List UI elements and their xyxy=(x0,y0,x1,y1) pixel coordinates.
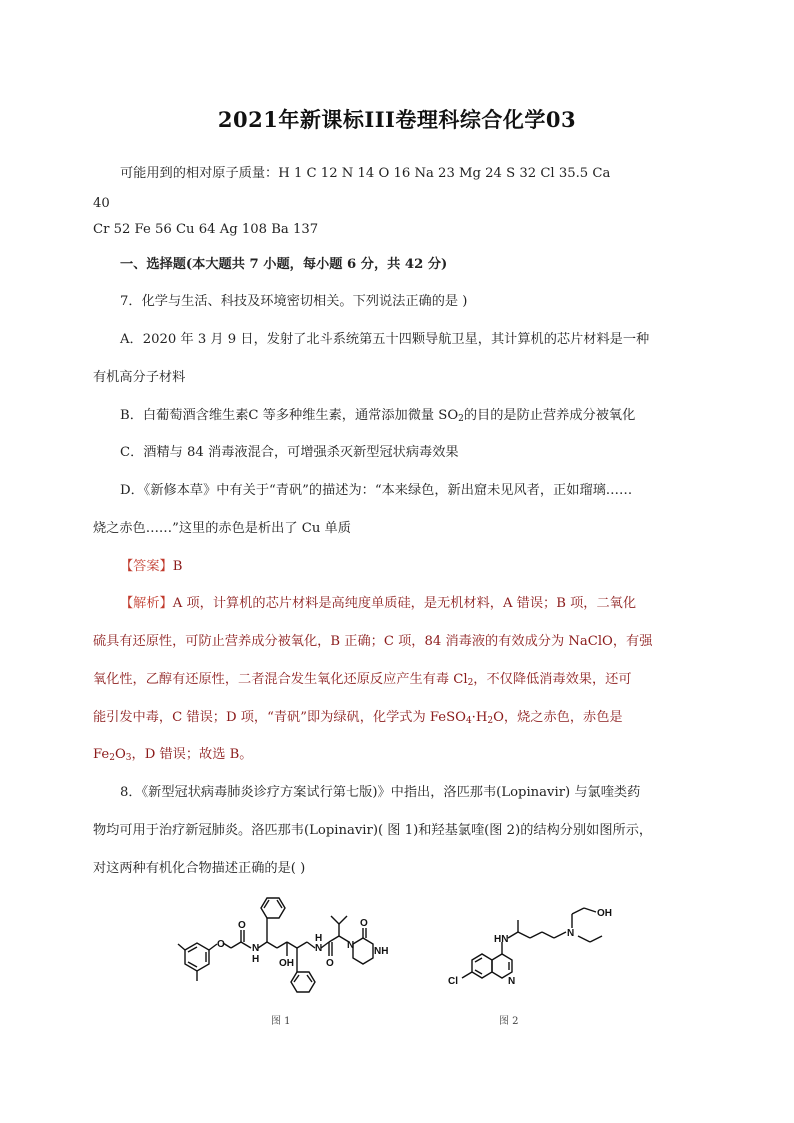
atom-label-o: O xyxy=(326,958,334,969)
answer-value: B xyxy=(172,559,183,574)
atom-label-n: N xyxy=(347,940,355,951)
q7-analysis-line-1: 【解析】A 项，计算机的芯片材料是高纯度单质硅，是无机材料，A 错误；B 项，二氧化 xyxy=(120,596,637,611)
atom-label-o: O xyxy=(360,918,368,929)
hydroxychloroquine-structure-figure xyxy=(432,896,647,1006)
q7-option-b: B．白葡萄酒含维生素C 等多种维生素，通常添加微量 $SO_2$的目的是防止营养成分被氧化 xyxy=(120,408,636,424)
q7-stem: 7．化学与生活、科技及环境密切相关。下列说法正确的是 ) xyxy=(120,294,468,309)
q7-answer xyxy=(120,555,182,574)
atom-label-oh: OH xyxy=(597,908,612,919)
q7-analysis-line-2: 硫具有还原性，可防止营养成分被氧化，B 正确；C 项，84 消毒液的有效成分为 NaClO，有强 xyxy=(93,634,653,649)
q7-analysis-line-5: $Fe_2O_3$，D 错误；故选 B。 xyxy=(93,747,253,763)
q7-option-a-line-2: 有机高分子材料 xyxy=(93,370,186,385)
atom-label-n: N xyxy=(567,928,575,939)
q7-option-a-line-1: A．2020 年 3 月 9 日，发射了北斗系统第五十四颗导航卫星，其计算机的芯片材料是一种 xyxy=(120,332,650,347)
atom-label-cl: Cl xyxy=(448,976,458,987)
atomic-mass-line-3: Cr 52 Fe 56 Cu 64 Ag 108 Ba 137 xyxy=(93,222,319,237)
atom-label-n: N xyxy=(508,976,516,987)
lopinavir-structure-figure xyxy=(175,888,415,1000)
q7-analysis-line-4: 能引发中毒，C 错误；D 项，“青矾”即为绿矾，化学式为 $FeSO_4\cdot H_2O$，烧之赤色，赤色是 xyxy=(93,710,623,726)
atomic-mass-line-1: 可能用到的相对原子质量：H 1 C 12 N 14 O 16 Na 23 Mg 24 S 32 Cl 35.5 Ca xyxy=(120,166,611,181)
answer-label: 【答案】 xyxy=(120,559,173,574)
q7-option-c: C．酒精与 84 消毒液混合，可增强杀灭新型冠状病毒效果 xyxy=(120,445,459,460)
atom-label-oh: OH xyxy=(279,958,294,969)
atom-label-nh: NH xyxy=(374,946,389,957)
atom-label-n: N xyxy=(315,943,323,954)
atomic-mass-line-2: 40 xyxy=(93,196,110,211)
q8-stem-line-2: 物均可用于治疗新冠肺炎。洛匹那韦(Lopinavir)( 图 1)和羟基氯喹(图 2)的结构分别如图所示， xyxy=(93,823,653,838)
q8-stem-line-1: 8．《新型冠状病毒肺炎诊疗方案试行第七版)》中指出，洛匹那韦(Lopinavir) 与氯喹类药 xyxy=(120,785,641,800)
q7-option-d-line-2: 烧之赤色……”这里的赤色是析出了 Cu 单质 xyxy=(93,521,351,536)
atom-label-h: H xyxy=(252,954,260,965)
q7-analysis-line-3: 氧化性，乙醇有还原性，二者混合发生氧化还原反应产生有毒 $Cl_2$，不仅降低消毒效果，还可 xyxy=(93,672,632,688)
page-title: 2021年新课标III卷理科综合化学03 xyxy=(217,107,577,132)
atom-label-hn: HN xyxy=(494,934,509,945)
section-heading: 一、选择题(本大题共 7 小题，每小题 6 分，共 42 分) xyxy=(120,257,448,272)
atom-label-h: H xyxy=(315,933,323,944)
hydroxychloroquine-bonds xyxy=(462,908,602,978)
q7-option-d-line-1: D．《新修本草》中有关于“青矾”的描述为：“本来绿色，新出窟未见风者，正如瑠璃…… xyxy=(120,483,633,498)
atom-label-o: O xyxy=(238,920,246,931)
lopinavir-bonds xyxy=(178,898,373,992)
figure-2-caption: 图 2 xyxy=(499,1016,519,1027)
analysis-label: 【解析】 xyxy=(120,596,173,611)
q8-stem-line-3: 对这两种有机化合物描述正确的是( ) xyxy=(93,861,306,876)
atom-label-n: N xyxy=(252,943,260,954)
atom-label-o: O xyxy=(217,939,225,950)
figure-1-caption: 图 1 xyxy=(271,1016,291,1027)
